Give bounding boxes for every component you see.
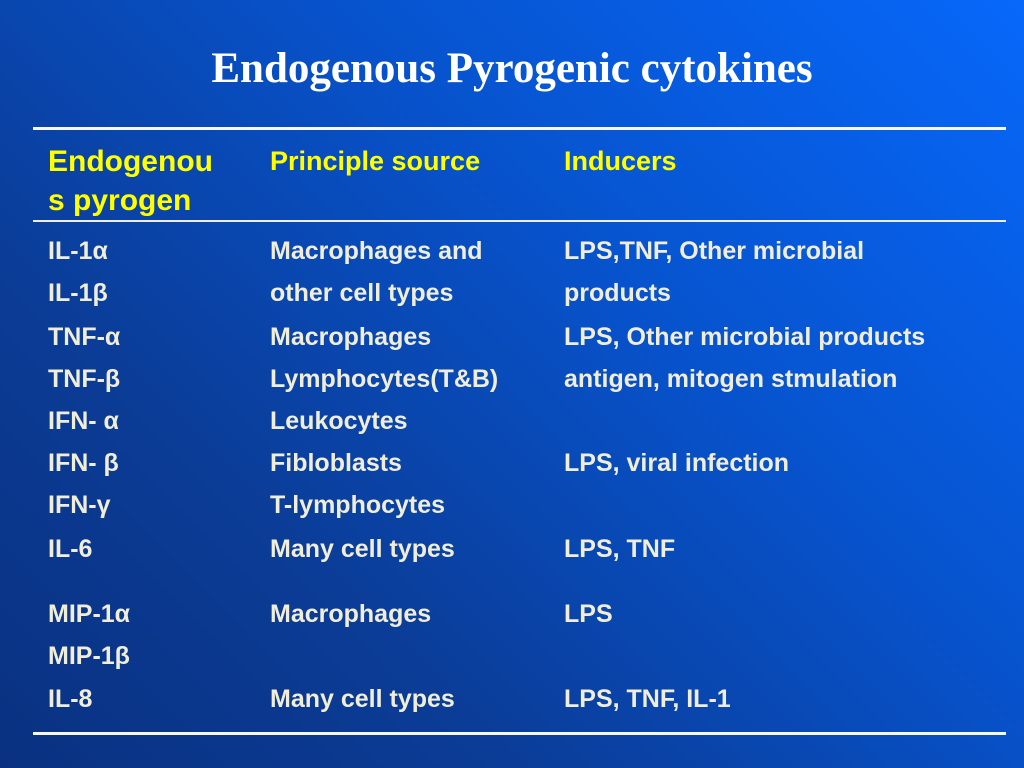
source-cell: [270, 442, 564, 484]
pyrogen-name: IL-1β: [48, 279, 108, 307]
table-row-ifn-gamma: [33, 484, 1006, 526]
header-line: s pyrogen: [48, 184, 192, 217]
pyrogen-name: IL-6: [48, 535, 93, 563]
pyrogen-name: IL-8: [48, 685, 93, 713]
source-cell: [270, 400, 564, 442]
pyrogen-cell: [33, 230, 270, 314]
inducers-text: antigen, mitogen stmulation: [564, 365, 898, 393]
inducers-cell: [564, 528, 1006, 570]
pyrogen-name: TNF-α: [48, 323, 121, 351]
header-line: Principle source: [270, 146, 481, 176]
pyrogen-name: MIP-1α: [48, 600, 131, 628]
inducers-text: LPS,TNF, Other microbial: [564, 237, 865, 265]
inducers-cell: [564, 593, 1006, 677]
source-cell: [270, 230, 564, 314]
cytokine-table: [33, 127, 1006, 735]
inducers-cell: [564, 358, 1006, 400]
source-text: Many cell types: [270, 535, 455, 563]
source-cell: [270, 528, 564, 570]
source-text: other cell types: [270, 279, 454, 307]
header-inducers: [564, 142, 1006, 220]
source-cell: [270, 484, 564, 526]
inducers-cell: [564, 484, 1006, 526]
pyrogen-cell: [33, 484, 270, 526]
source-cell: [270, 678, 564, 720]
header-line: Endogenou: [48, 145, 213, 178]
inducers-cell: [564, 230, 1006, 314]
table-row-il1: [33, 230, 1006, 314]
pyrogen-cell: [33, 316, 270, 358]
source-cell: [270, 358, 564, 400]
pyrogen-cell: [33, 358, 270, 400]
pyrogen-name: TNF-β: [48, 365, 121, 393]
inducers-text: products: [564, 279, 671, 307]
source-text: Macrophages: [270, 600, 432, 628]
inducers-cell: [564, 316, 1006, 358]
pyrogen-name: IFN-γ: [48, 491, 111, 519]
pyrogen-cell: [33, 442, 270, 484]
slide-title: Endogenous Pyrogenic cytokines: [211, 45, 813, 92]
table-row-ifn-beta: [33, 442, 1006, 484]
table-row-ifn-alpha: [33, 400, 1006, 442]
table-row-tnf-alpha: [33, 316, 1006, 358]
header-endogenous-pyrogen: [33, 142, 270, 220]
source-text: Macrophages: [270, 323, 432, 351]
pyrogen-name: IFN- β: [48, 449, 119, 477]
header-principle-source: [270, 142, 564, 220]
inducers-text: LPS: [564, 600, 613, 628]
source-text: Fibloblasts: [270, 449, 402, 477]
source-text: Lymphocytes(T&B): [270, 365, 499, 393]
table-header-row: [33, 130, 1006, 220]
header-line: Inducers: [564, 146, 677, 176]
inducers-cell: [564, 442, 1006, 484]
pyrogen-name: MIP-1β: [48, 642, 130, 670]
table-body: [33, 230, 1006, 720]
inducers-text: LPS, TNF: [564, 535, 676, 563]
inducers-text: LPS, TNF, IL-1: [564, 685, 731, 713]
table-row-il8: [33, 678, 1006, 720]
table-row-mip1: [33, 593, 1006, 677]
pyrogen-name: IFN- α: [48, 407, 119, 435]
inducers-text: LPS, viral infection: [564, 449, 790, 477]
source-text: Leukocytes: [270, 407, 408, 435]
source-text: Many cell types: [270, 685, 455, 713]
pyrogen-name: IL-1α: [48, 237, 108, 265]
source-cell: [270, 316, 564, 358]
source-cell: [270, 593, 564, 677]
source-text: T-lymphocytes: [270, 491, 446, 519]
pyrogen-cell: [33, 593, 270, 677]
table-row-il6: [33, 528, 1006, 570]
inducers-cell: [564, 400, 1006, 442]
pyrogen-cell: [33, 678, 270, 720]
inducers-text: LPS, Other microbial products: [564, 323, 926, 351]
inducers-cell: [564, 678, 1006, 720]
pyrogen-cell: [33, 400, 270, 442]
table-bottom-rule: [33, 732, 1006, 735]
table-header-rule: [33, 220, 1006, 222]
table-row-tnf-beta: [33, 358, 1006, 400]
source-text: Macrophages and: [270, 237, 483, 265]
pyrogen-cell: [33, 528, 270, 570]
